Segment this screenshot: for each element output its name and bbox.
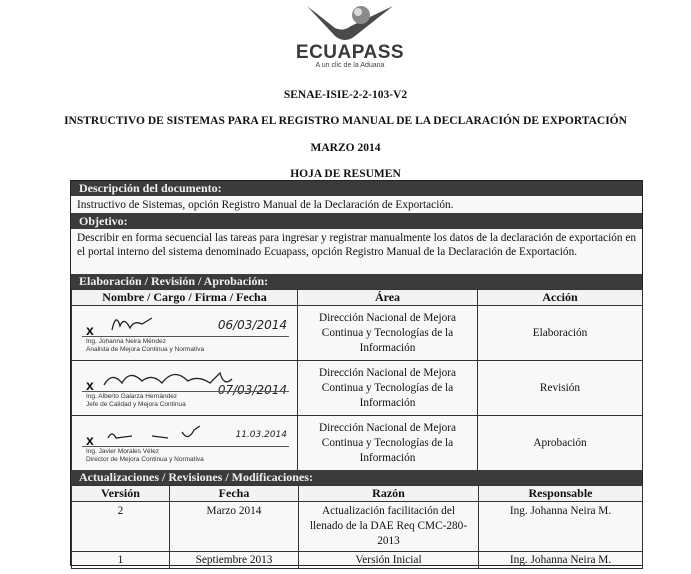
approval-row (72, 306, 643, 361)
summary-sheet (70, 180, 643, 566)
update-row (72, 502, 643, 552)
approval-row (72, 361, 643, 416)
update-owner: Ing. Johanna Neira M. (479, 502, 643, 552)
approval-area: Dirección Nacional de Mejora Continua y Tecnologías de la Información (298, 306, 478, 361)
signature-icon (102, 418, 212, 448)
signature-date: 11.03.2014 (235, 430, 287, 440)
approval-action: Aprobación (478, 416, 643, 471)
col-version-header: Versión (72, 486, 170, 502)
updates-table (71, 485, 643, 569)
update-version: 2 (72, 502, 170, 552)
logo-tagline: A un clic de la Aduana (315, 62, 385, 69)
signer-name: Ing. Johanna Neira Méndez (86, 338, 166, 345)
col-reason-header: Razón (299, 486, 479, 502)
approval-table (71, 289, 643, 471)
signer-name: Ing. Javier Morales Vélez (86, 448, 159, 455)
approval-row (72, 416, 643, 471)
update-reason: Versión Inicial (299, 552, 479, 569)
signer-role: Jefe de Calidad y Mejora Continua (86, 401, 186, 408)
update-owner: Ing. Johanna Neira M. (479, 552, 643, 569)
ecuapass-emblem-icon (305, 2, 395, 46)
approval-label: Elaboración / Revisión / Aprobación: (71, 274, 642, 289)
document-code: SENAE-ISIE-2-2-103-V2 (283, 89, 408, 101)
approval-action: Revisión (478, 361, 643, 416)
signature-date: 07/03/2014 (217, 383, 287, 397)
approval-area: Dirección Nacional de Mejora Continua y Tecnologías de la Información (298, 361, 478, 416)
description-label: Descripción del documento: (71, 181, 642, 196)
update-reason: Actualización facilitación del llenado de la DAE Req CMC-280-2013 (299, 502, 479, 552)
summary-heading: HOJA DE RESUMEN (290, 168, 401, 180)
col-action-header: Acción (478, 290, 643, 306)
document-date: MARZO 2014 (310, 142, 381, 154)
logo-brand-text: ECUAPASS (295, 42, 405, 63)
signer-name: Ing. Alberto Galarza Hernández (86, 393, 178, 400)
signer-role: Director de Mejora Continua y Normativa (86, 456, 204, 463)
col-date-header: Fecha (170, 486, 299, 502)
col-owner-header: Responsable (479, 486, 643, 502)
ecuapass-logo (280, 2, 420, 70)
update-version: 1 (72, 552, 170, 569)
signer-role: Analista de Mejora Continua y Normativa (86, 346, 205, 353)
update-date: Marzo 2014 (170, 502, 299, 552)
update-row (72, 552, 643, 569)
col-area-header: Área (298, 290, 478, 306)
objective-label: Objetivo: (71, 213, 642, 229)
signature-cell: x 11.03.2014 Ing. Javier Morales Vélez Director de Mejora Continua y Normativa (72, 416, 297, 470)
signature-cell: x 06/03/2014 Ing. Johanna Neira Méndez Analista de Mejora Continua y Normativa (72, 306, 297, 360)
signature-icon (102, 308, 162, 338)
updates-label: Actualizaciones / Revisiones / Modificaciones: (71, 470, 642, 485)
col-name-header: Nombre / Cargo / Firma / Fecha (72, 290, 298, 306)
update-date: Septiembre 2013 (170, 552, 299, 569)
signature-date: 06/03/2014 (217, 318, 287, 332)
document-title: INSTRUCTIVO DE SISTEMAS PARA EL REGISTRO MANUAL DE LA DECLARACIÓN DE EXPORTACIÓN (64, 115, 627, 127)
approval-action: Elaboración (478, 306, 643, 361)
objective-text: Describir en forma secuencial las tareas para ingresar y registrar manualmente los datos de la declaración de exportación en el portal interno del sistema denominado Ecuapass, opción Registro Manual de la Declaración de Exportación. (77, 232, 636, 258)
description-text: Instructivo de Sistemas, opción Registro Manual de la Declaración de Exportación. (77, 199, 454, 211)
approval-area: Dirección Nacional de Mejora Continua y Tecnologías de la Información (298, 416, 478, 471)
signature-cell: x 07/03/2014 Ing. Alberto Galarza Hernández Jefe de Calidad y Mejora Continua (72, 361, 297, 415)
